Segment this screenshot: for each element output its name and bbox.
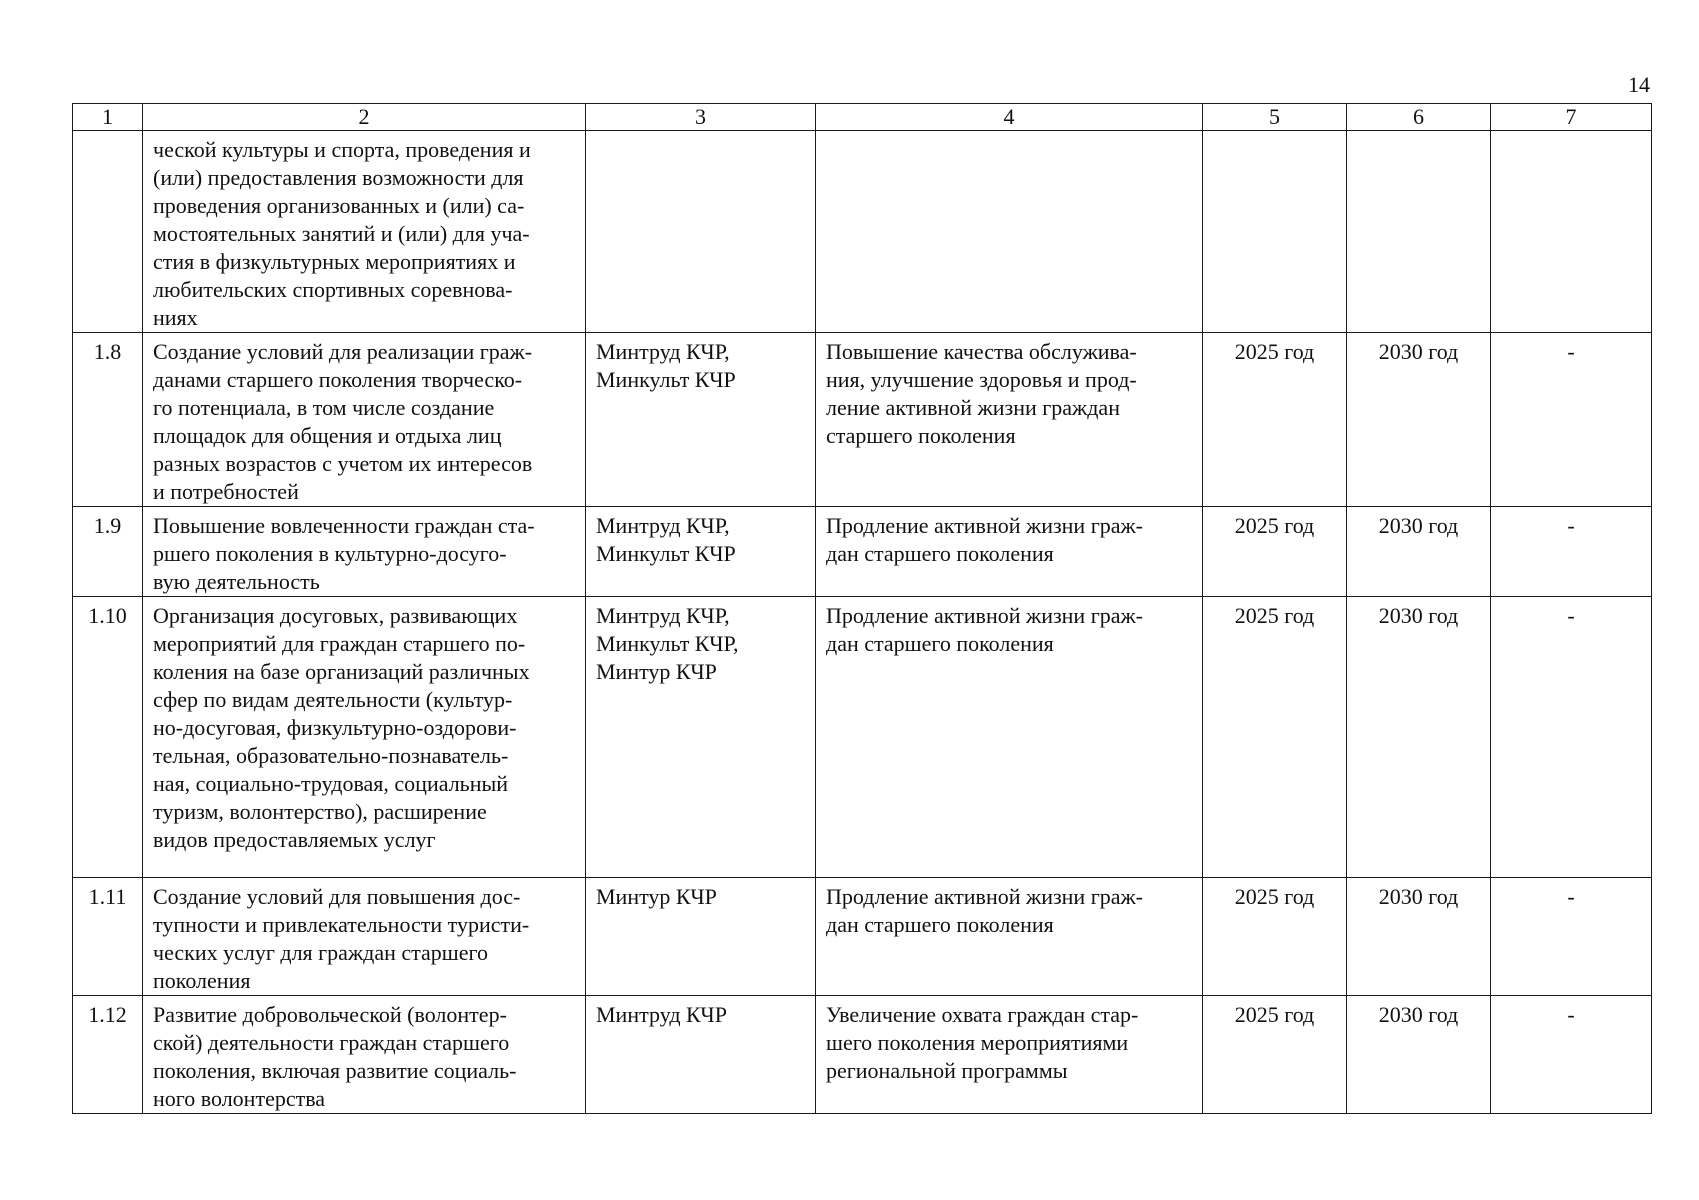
expected-result-line: дан старшего поколения [826,541,1054,566]
expected-result-line: шего поколения мероприятиями [826,1030,1129,1055]
table-header-row [73,104,1652,131]
expected-result-line: старшего поколения [826,423,1016,448]
executors-line: Минтруд КЧР, [596,603,730,628]
column-header: 2 [143,104,586,131]
expected-result-line: Повышение качества обслужива- [826,339,1137,364]
table-row [73,878,1652,996]
funding-source: - [1491,333,1652,507]
measure-name-line: но-досуговая, физкультурно-оздорови- [153,715,517,740]
measure-name-line: Повышение вовлеченности граждан ста- [153,513,535,538]
start-year: 2025 год [1203,878,1347,996]
expected-result-line: Продление активной жизни граж- [826,884,1144,909]
expected-result-line: региональной программы [826,1058,1068,1083]
measure-name [143,507,586,597]
executors-line: Минтур КЧР [596,884,717,909]
expected-result-line: дан старшего поколения [826,912,1054,937]
measure-name [143,597,586,878]
measure-name [143,333,586,507]
funding-source: - [1491,597,1652,878]
measure-name-line: Создание условий для реализации граж- [153,339,533,364]
start-year: 2025 год [1203,333,1347,507]
table-row [73,333,1652,507]
measure-name-line: ная, социально-трудовая, социальный [153,771,509,796]
expected-result-line: Увеличение охвата граждан стар- [826,1002,1139,1027]
measure-name-line: Создание условий для повышения дос- [153,884,521,909]
executors [586,131,816,333]
end-year [1347,131,1491,333]
measure-name [143,131,586,333]
measure-name-line: мостоятельных занятий и (или) для уча- [153,221,530,246]
measure-name-line: проведения организованных и (или) са- [153,193,525,218]
measure-name [143,878,586,996]
measure-name-line: стия в физкультурных мероприятиях и [153,249,516,274]
measure-name-line: вую деятельность [153,569,320,594]
executors-line: Минкульт КЧР, [596,631,739,656]
executors-line: Минтруд КЧР, [596,339,730,364]
measure-name-line: разных возрастов с учетом их интересов [153,451,533,476]
expected-result-line: Продление активной жизни граж- [826,603,1144,628]
measure-name-line: коления на базе организаций различных [153,659,530,684]
measure-name-line: ниях [153,305,198,330]
executors [586,996,816,1114]
expected-result [816,507,1203,597]
page-number: 14 [1628,72,1650,97]
measure-name-line: Организация досуговых, развивающих [153,603,518,628]
expected-result [816,996,1203,1114]
measures-table [72,103,1652,1114]
measure-name-line: площадок для общения и отдыха лиц [153,423,502,448]
measure-name-line: мероприятий для граждан старшего по- [153,631,526,656]
executors [586,333,816,507]
executors-line: Минтруд КЧР [596,1002,727,1027]
expected-result-line: дан старшего поколения [826,631,1054,656]
end-year: 2030 год [1347,333,1491,507]
table-row [73,597,1652,878]
expected-result [816,131,1203,333]
row-number: 1.8 [73,333,143,507]
funding-source: - [1491,507,1652,597]
measure-name-line: поколения, включая развитие социаль- [153,1058,517,1083]
measure-name-line: ской) деятельности граждан старшего [153,1030,510,1055]
measure-name-line: ршего поколения в культурно-досуго- [153,541,507,566]
end-year: 2030 год [1347,996,1491,1114]
measure-name-line: тельная, образовательно-познаватель- [153,743,509,768]
executors-line: Минкульт КЧР [596,541,736,566]
executors [586,597,816,878]
row-number: 1.12 [73,996,143,1114]
end-year: 2030 год [1347,597,1491,878]
table-row [73,996,1652,1114]
funding-source: - [1491,996,1652,1114]
expected-result [816,878,1203,996]
executors-line: Минтур КЧР [596,659,717,684]
end-year: 2030 год [1347,878,1491,996]
measure-name-line: и потребностей [153,479,299,504]
column-header: 1 [73,104,143,131]
start-year: 2025 год [1203,996,1347,1114]
column-header: 3 [586,104,816,131]
start-year: 2025 год [1203,597,1347,878]
measure-name-line: данами старшего поколения творческо- [153,367,523,392]
measure-name-line: туризм, волонтерство), расширение [153,799,487,824]
funding-source [1491,131,1652,333]
start-year: 2025 год [1203,507,1347,597]
measure-name [143,996,586,1114]
executors [586,507,816,597]
row-number: 1.11 [73,878,143,996]
measure-name-line: ческих услуг для граждан старшего [153,940,488,965]
column-header: 4 [816,104,1203,131]
expected-result-line: ния, улучшение здоровья и прод- [826,367,1137,392]
funding-source: - [1491,878,1652,996]
measure-name-line: ного волонтерства [153,1086,326,1111]
measure-name-line: ческой культуры и спорта, проведения и [153,137,531,162]
measure-name-line: го потенциала, в том числе создание [153,395,495,420]
expected-result-line: ление активной жизни граждан [826,395,1120,420]
expected-result [816,333,1203,507]
executors-line: Минтруд КЧР, [596,513,730,538]
table-row [73,507,1652,597]
measure-name-line: поколения [153,968,251,993]
start-year [1203,131,1347,333]
column-header: 6 [1347,104,1491,131]
measure-name-line: тупности и привлекательности туристи- [153,912,530,937]
expected-result-line: Продление активной жизни граж- [826,513,1144,538]
expected-result [816,597,1203,878]
column-header: 7 [1491,104,1652,131]
row-number: 1.9 [73,507,143,597]
row-number: 1.10 [73,597,143,878]
row-number [73,131,143,333]
measure-name-line: любительских спортивных соревнова- [153,277,513,302]
end-year: 2030 год [1347,507,1491,597]
executors-line: Минкульт КЧР [596,367,736,392]
measure-name-line: (или) предоставления возможности для [153,165,524,190]
measure-name-line: видов предоставляемых услуг [153,827,436,852]
executors [586,878,816,996]
measure-name-line: сфер по видам деятельности (культур- [153,687,513,712]
table-row [73,131,1652,333]
column-header: 5 [1203,104,1347,131]
measure-name-line: Развитие добровольческой (волонтер- [153,1002,507,1027]
